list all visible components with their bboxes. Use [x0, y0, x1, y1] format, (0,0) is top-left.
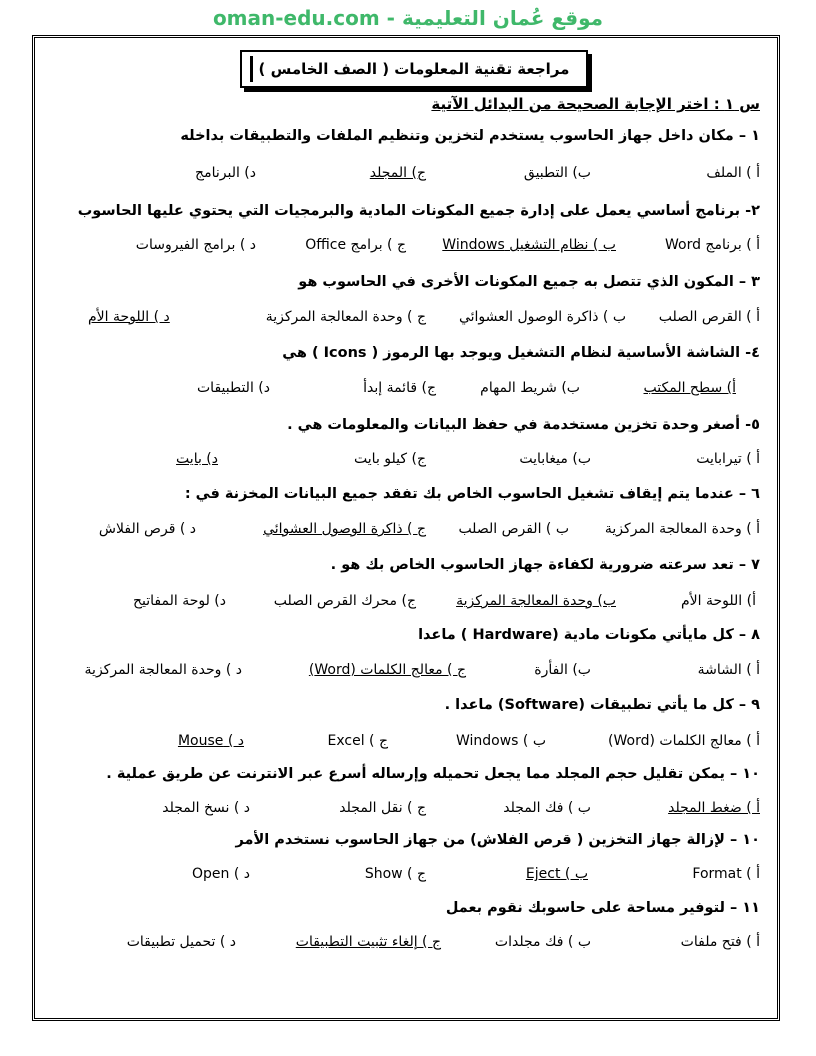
option: د) التطبيقات	[197, 380, 270, 396]
section-heading: س ١ : اختر الإجابة الصحيحة من البدائل الآتية	[431, 95, 760, 113]
question-8: ٨ – كل مايأتي مكونات مادية (Hardware ) ماعدا	[418, 627, 760, 643]
option: ج ) Show	[364, 866, 426, 882]
option: ج ) Excel	[327, 733, 388, 749]
option: د ) نسخ المجلد	[162, 800, 250, 816]
option-correct: ج) المجلد	[369, 165, 426, 181]
option: أ ) القرص الصلب	[658, 309, 760, 325]
question-6: ٦ – عندما يتم إيقاف تشغيل الحاسوب الخاص بك تفقد جميع البيانات المخزنة في :	[184, 486, 760, 502]
question-1: ١ – مكان داخل جهاز الحاسوب يستخدم لتخزين وتنظيم الملفات والتطبيقات بداخله	[180, 128, 760, 144]
option: أ ) الشاشة	[697, 662, 760, 678]
option: ب ) فك المجلد	[503, 800, 591, 816]
option: ج ) برامج Office	[305, 237, 406, 253]
option: ج ) نقل المجلد	[339, 800, 426, 816]
option: د) لوحة المفاتيح	[132, 593, 226, 609]
option: ج ) وحدة المعالجة المركزية	[265, 309, 426, 325]
page-title: مراجعة تقنية المعلومات ( الصف الخامس )	[258, 60, 570, 78]
option: ب) التطبيق	[523, 165, 591, 181]
site-separator: -	[379, 6, 402, 30]
question-9: ٩ – كل ما يأتي تطبيقات (Software) ماعدا .	[444, 697, 760, 713]
option-correct-text	[88, 309, 170, 325]
option-correct: ب ) نظام التشغيل Windows	[442, 237, 616, 253]
question-2: ٢- برنامج أساسي يعمل على إدارة جميع المكونات المادية والبرمجيات التي يحتوي عليها الحاسوب	[77, 203, 760, 219]
option: ب ) Windows	[455, 733, 546, 749]
option: أ ) فتح ملفات	[680, 934, 760, 950]
option-value: د ) اللوحة الأم	[88, 309, 170, 325]
option-correct: أ) سطح المكتب	[643, 380, 736, 396]
option: أ ) معالج الكلمات (Word)	[608, 733, 760, 749]
option-correct: ج ) إلغاء تثبيت التطبيقات	[295, 934, 441, 950]
option-correct: أ ) ضغط المجلد	[668, 800, 760, 816]
question-11: ١١ – لتوفير مساحة على حاسوبك نقوم بعمل	[445, 900, 760, 916]
option-correct: ج ) ذاكرة الوصول العشوائي	[263, 521, 426, 537]
option: ب) ميغابايت	[519, 451, 591, 467]
question-7: ٧ – تعد سرعته ضرورية لكفاءة جهاز الحاسوب الخاص بك هو .	[330, 557, 760, 573]
option: أ) اللوحة الأم	[681, 593, 756, 609]
option: أ ) Format	[692, 866, 760, 882]
question-10b: ١٠ – لإزالة جهاز التخزين ( قرص الفلاش) من جهاز الحاسوب نستخدم الأمر	[235, 832, 760, 848]
option: د ) وحدة المعالجة المركزية	[84, 662, 242, 678]
title-decoration	[250, 56, 253, 82]
option: د ) تحميل تطبيقات	[126, 934, 236, 950]
option-correct: ب) وحدة المعالجة المركزية	[456, 593, 616, 609]
option: ج) محرك القرص الصلب	[273, 593, 416, 609]
option: أ ) تيرابايت	[696, 451, 760, 467]
site-header	[0, 6, 816, 30]
option: ج) قائمة إبدأ	[363, 380, 436, 396]
question-4: ٤- الشاشة الأساسية لنظام التشغيل ويوجد بها الرموز ( Icons ) هي	[282, 345, 760, 361]
option: ج) كيلو بايت	[354, 451, 426, 467]
question-5: ٥- أصغر وحدة تخزين مستخدمة في حفظ البيانات والمعلومات هي .	[287, 417, 760, 433]
option: ب ) ذاكرة الوصول العشوائي	[458, 309, 626, 325]
option-correct: ج ) معالج الكلمات (Word)	[308, 662, 466, 678]
option-correct: د) بايت	[176, 451, 218, 467]
option: ب) الفأرة	[534, 662, 591, 678]
option-correct: د ) Mouse	[177, 733, 244, 749]
site-name: موقع عُمان التعليمية	[401, 6, 604, 30]
site-url: oman-edu.com	[212, 6, 380, 30]
option: د ) برامج الفيروسات	[135, 237, 256, 253]
option: أ ) وحدة المعالجة المركزية	[604, 521, 760, 537]
option: ب ) فك مجلدات	[494, 934, 591, 950]
option: أ ) برنامج Word	[664, 237, 760, 253]
option-correct: ب ) Eject	[525, 866, 588, 882]
title-box	[240, 50, 588, 88]
option: د) البرنامج	[195, 165, 256, 181]
option: ب ) القرص الصلب	[458, 521, 569, 537]
option: ب) شريط المهام	[480, 380, 580, 396]
option: د ) قرص الفلاش	[98, 521, 196, 537]
question-10: ١٠ – يمكن تقليل حجم المجلد مما يجعل تحميله وإرساله أسرع عبر الانترنت عن طريق عملية .	[106, 766, 760, 782]
option: أ ) الملف	[706, 165, 760, 181]
question-3: ٣ – المكون الذي تتصل به جميع المكونات الأخرى في الحاسوب هو	[298, 274, 760, 290]
option: د ) Open	[191, 866, 250, 882]
